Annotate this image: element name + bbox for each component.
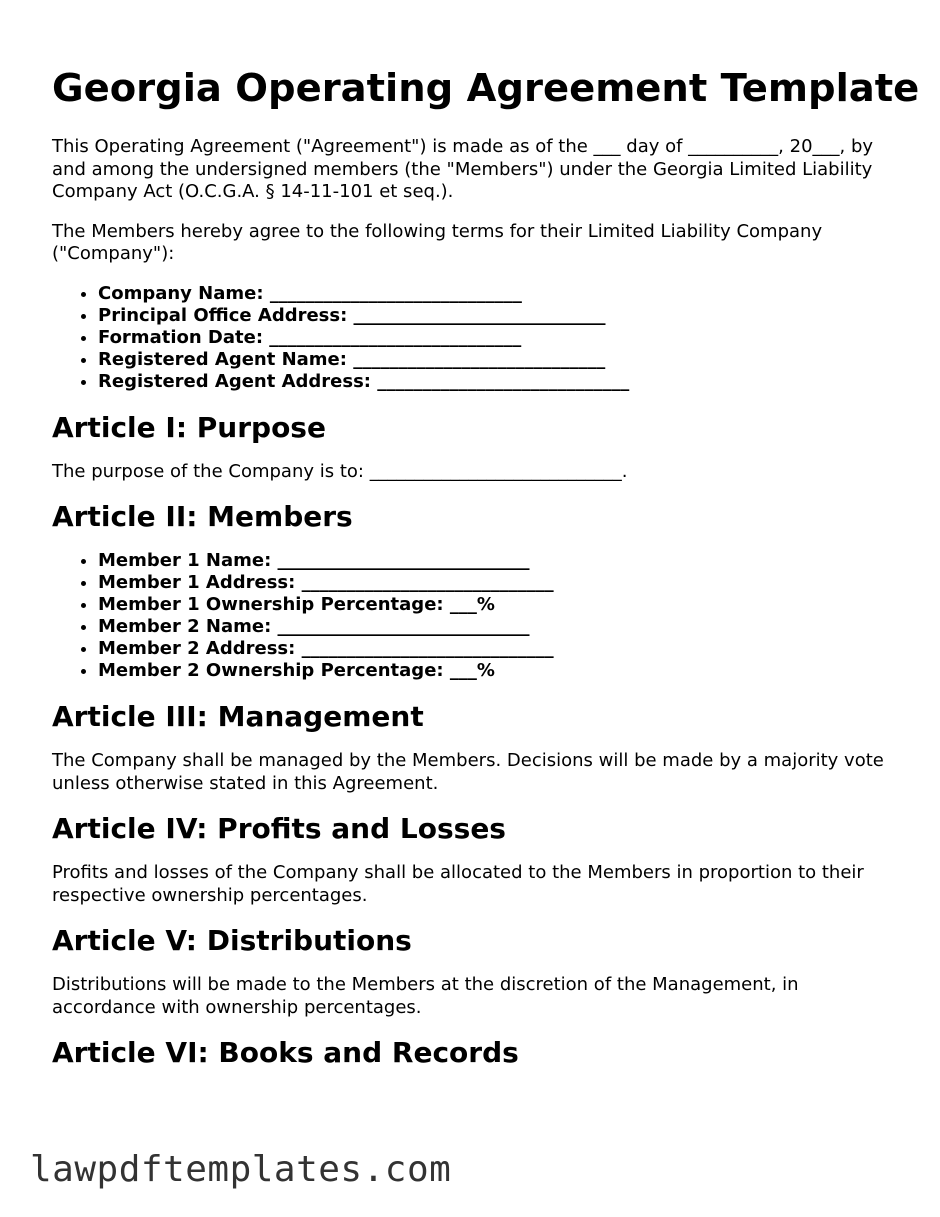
registered-agent-address-field: • Registered Agent Address: ____________________________ [98, 371, 902, 393]
article-distributions-heading: Article V: Distributions [52, 924, 412, 957]
article-management-text: The Company shall be managed by the Members. Decisions will be made by a majority vote unless otherwise stated in this Agreement. [52, 750, 884, 794]
members-list [52, 550, 902, 682]
principal-office-field: • Principal Office Address: ____________________________ [98, 305, 902, 327]
article-profits-heading: Article IV: Profits and Losses [52, 812, 506, 845]
company-name-field: • Company Name: ____________________________ [98, 283, 902, 305]
article-members-heading: Article II: Members [52, 500, 353, 533]
article-purpose-text: The purpose of the Company is to: ____________________________. [52, 460, 628, 482]
article-distributions-text: Distributions will be made to the Members at the discretion of the Management, in accordance with ownership percentages. [52, 974, 799, 1018]
formation-date-field: • Formation Date: ____________________________ [98, 327, 902, 349]
company-fields-list [52, 283, 902, 393]
member-2-address-field: • Member 2 Address: ____________________________ [98, 638, 902, 660]
document-title: Georgia Operating Agreement Template [52, 66, 920, 111]
article-management-heading: Article III: Management [52, 700, 424, 733]
terms-intro-paragraph: The Members hereby agree to the following terms for their Limited Liability Company ("Company"): [52, 220, 823, 264]
member-1-ownership-field: • Member 1 Ownership Percentage: ___% [98, 594, 902, 616]
member-2-ownership-field: • Member 2 Ownership Percentage: ___% [98, 660, 902, 682]
document-page [52, 66, 920, 1086]
article-books-heading: Article VI: Books and Records [52, 1036, 519, 1069]
article-profits-text: Profits and losses of the Company shall be allocated to the Members in proportion to their respective ownership percentages. [52, 862, 864, 906]
registered-agent-name-field: • Registered Agent Name: ____________________________ [98, 349, 902, 371]
member-1-address-field: • Member 1 Address: ____________________________ [98, 572, 902, 594]
member-1-name-field: • Member 1 Name: ____________________________ [98, 550, 902, 572]
intro-paragraph: This Operating Agreement ("Agreement") is made as of the ___ day of __________, 20___, by and among the undersigned members (the "Members") under the Georgia Limited Liability Company Act (O.C.G.A. § 14-11-101 et seq.). [52, 136, 874, 202]
article-purpose-heading: Article I: Purpose [52, 410, 326, 444]
member-2-name-field: • Member 2 Name: ____________________________ [98, 616, 902, 638]
watermark-site-name: lawpdftemplates.com [30, 1149, 452, 1190]
